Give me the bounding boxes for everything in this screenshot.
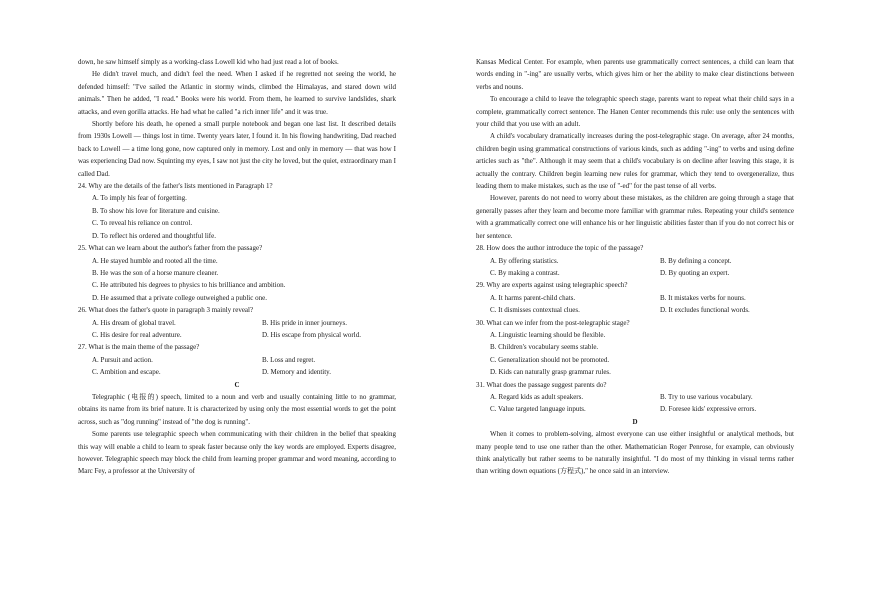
q28-option-a[interactable]: A. By offering statistics.: [490, 256, 559, 265]
question-24: 24. Why are the details of the father's lists mentioned in Paragraph 1?: [78, 182, 273, 191]
question-30: 30. What can we infer from the post-telegraphic stage?: [476, 318, 630, 327]
q28-option-d[interactable]: D. By quoting an expert.: [660, 268, 730, 277]
q28-option-c[interactable]: C. By making a contrast.: [490, 268, 560, 277]
paragraph-c2: Some parents use telegraphic speech when communicating with their children in the belief that speaking this way will enable a child to learn to speak faster because only the key words are employed. Experts disagree, however. Telegraphic speech may block the child from learning proper grammar and word meaning, according to Marc Fey, a professor at the University of: [78, 430, 396, 476]
question-28: 28. How does the author introduce the topic of the passage?: [476, 244, 644, 253]
question-29: 29. Why are experts against using telegraphic speech?: [476, 281, 628, 290]
section-heading-c: C: [234, 380, 240, 389]
paragraph-c1: Telegraphic (电报的) speech, limited to a noun and verb and usually containing little to no grammar, obtains its name from its brief nature. It is characterized by using only the most essential words to get the point across, such as "dog running" instead of "the dog is running".: [78, 392, 396, 426]
paragraph-death: Shortly before his death, he opened a small purple notebook and began one last list. It described details from 1930s Lowell — things lost in time. Twenty years later, I found it. In his flowing handwriting, Dad reached back to Lowell — a time long gone, now captured only in memory. Lost and only in memory — that was how I was experiencing Dad now. Squinting my eyes, I saw not just the city he loved, but the quiet, extraordinary man I called Dad.: [78, 120, 396, 178]
q26-option-b[interactable]: B. His pride in inner journeys.: [262, 318, 347, 327]
section-heading-d: D: [632, 417, 638, 426]
paragraph-travel: He didn't travel much, and didn't feel the need. When I asked if he regretted not seeing the world, he defended himself: "I've sailed the Atlantic in stormy winds, climbed the Himalayas, and stared down wild animals." Then he added, "I read." Books were his world. From them, he learned to survive landslides, shark attacks, and even gorilla attacks. He had what he called "a rich inner life" and it was true.: [78, 70, 396, 116]
paragraph-c3: Kansas Medical Center. For example, when parents use grammatically correct sentences, a child can learn that words ending in "-ing" are usually verbs, which gives him or her the ability to make clear distinctions between verbs and nouns.: [476, 58, 794, 91]
q28-option-b[interactable]: B. By defining a concept.: [660, 256, 732, 265]
q31-options-row-1: [490, 391, 794, 403]
left-column: [78, 56, 396, 478]
q27-option-a[interactable]: A. Pursuit and action.: [92, 355, 153, 364]
q31-option-b[interactable]: B. Try to use various vocabulary.: [660, 392, 753, 401]
paragraph-c6: However, parents do not need to worry about these mistakes, as the children are going through a stage that generally passes after they learn and become more familiar with grammar rules. Repeating your child's sentence with a grammatically correct one will enhance his or her linguistic abilities faster than if you do not correct his or her sentence.: [476, 194, 794, 240]
q24-option-a[interactable]: A. To imply his fear of forgetting.: [92, 194, 187, 203]
q27-option-b[interactable]: B. Loss and regret.: [262, 355, 316, 364]
q30-option-c[interactable]: C. Generalization should not be promoted.: [490, 355, 610, 364]
q29-option-a[interactable]: A. It harms parent-child chats.: [490, 293, 576, 302]
q26-options-row-2: [92, 329, 396, 341]
q25-option-c[interactable]: C. He attributed his degrees to physics to his brilliance and ambition.: [92, 281, 286, 290]
q27-options-row-2: [92, 366, 396, 378]
q31-options-row-2: [490, 403, 794, 415]
q27-option-c[interactable]: C. Ambition and escape.: [92, 368, 161, 377]
q26-options-row-1: [92, 317, 396, 329]
question-27: 27. What is the main theme of the passage?: [78, 343, 200, 352]
paragraph-c5: A child's vocabulary dramatically increases during the post-telegraphic stage. On average, after 24 months, children begin using grammatical constructions of various kinds, such as adding "-ing" to verbs and using define articles such as "the". Although it may seem that a child's vocabulary is on decline after leaving this stage, it is actually the contrary. Children begin learning new rules for grammar, which they tend to overgeneralize, thus leading them to make mistakes, such as the use of "-ed" for the past tense of all verbs.: [476, 132, 794, 191]
paragraph-intro: down, he saw himself simply as a working-class Lowell kid who had just read a lot of books.: [78, 58, 339, 66]
q24-option-c[interactable]: C. To reveal his reliance on control.: [92, 219, 193, 228]
q31-option-d[interactable]: D. Foresee kids' expressive errors.: [660, 405, 757, 414]
q29-option-c[interactable]: C. It dismisses contextual clues.: [490, 306, 580, 315]
right-column: [476, 56, 794, 478]
q31-option-c[interactable]: C. Value targeted language inputs.: [490, 405, 586, 414]
q30-option-d[interactable]: D. Kids can naturally grasp grammar rules.: [490, 368, 611, 377]
q27-option-d[interactable]: D. Memory and identity.: [262, 368, 331, 377]
q24-option-b[interactable]: B. To show his love for literature and cuisine.: [92, 206, 220, 215]
q24-option-d[interactable]: D. To reflect his ordered and thoughtful life.: [92, 231, 216, 240]
q26-option-a[interactable]: A. His dream of global travel.: [92, 318, 176, 327]
question-31: 31. What does the passage suggest parents do?: [476, 380, 607, 389]
q29-options-row-1: [490, 292, 794, 304]
q25-option-d[interactable]: D. He assumed that a private college outweighed a public one.: [92, 293, 267, 302]
q28-options-row-1: [490, 255, 794, 267]
q29-options-row-2: [490, 304, 794, 316]
q25-option-b[interactable]: B. He was the son of a horse manure cleaner.: [92, 268, 219, 277]
q26-option-c[interactable]: C. His desire for real adventure.: [92, 330, 182, 339]
q29-option-b[interactable]: B. It mistakes verbs for nouns.: [660, 293, 746, 302]
paragraph-d1: When it comes to problem-solving, almost everyone can use either insightful or analytical methods, but many people tend to use one rather than the other. Mathematician Roger Penrose, for example, can obviously think analytically but rather seems to be naturally insightful. "I do most of my thinking in visual terms rather than writing down equations (方程式)," he once said in an interview.: [476, 430, 794, 476]
q28-options-row-2: [490, 267, 794, 279]
q30-option-b[interactable]: B. Children's vocabulary seems stable.: [490, 343, 599, 352]
q29-option-d[interactable]: D. It excludes functional words.: [660, 306, 750, 315]
q26-option-d[interactable]: D. His escape from physical world.: [262, 330, 361, 339]
question-26: 26. What does the father's quote in paragraph 3 mainly reveal?: [78, 306, 254, 315]
q30-option-a[interactable]: A. Linguistic learning should be flexible.: [490, 330, 606, 339]
paragraph-c4: To encourage a child to leave the telegraphic speech stage, parents want to repeat what their child says in a complete, grammatically correct sentence. The Hanen Center recommends this rule: use only the sentences with your child that you use with an adult.: [476, 95, 794, 129]
q27-options-row-1: [92, 354, 396, 366]
q25-option-a[interactable]: A. He stayed humble and rooted all the time.: [92, 256, 218, 265]
q31-option-a[interactable]: A. Regard kids as adult speakers.: [490, 392, 584, 401]
question-25: 25. What can we learn about the author's father from the passage?: [78, 244, 263, 253]
